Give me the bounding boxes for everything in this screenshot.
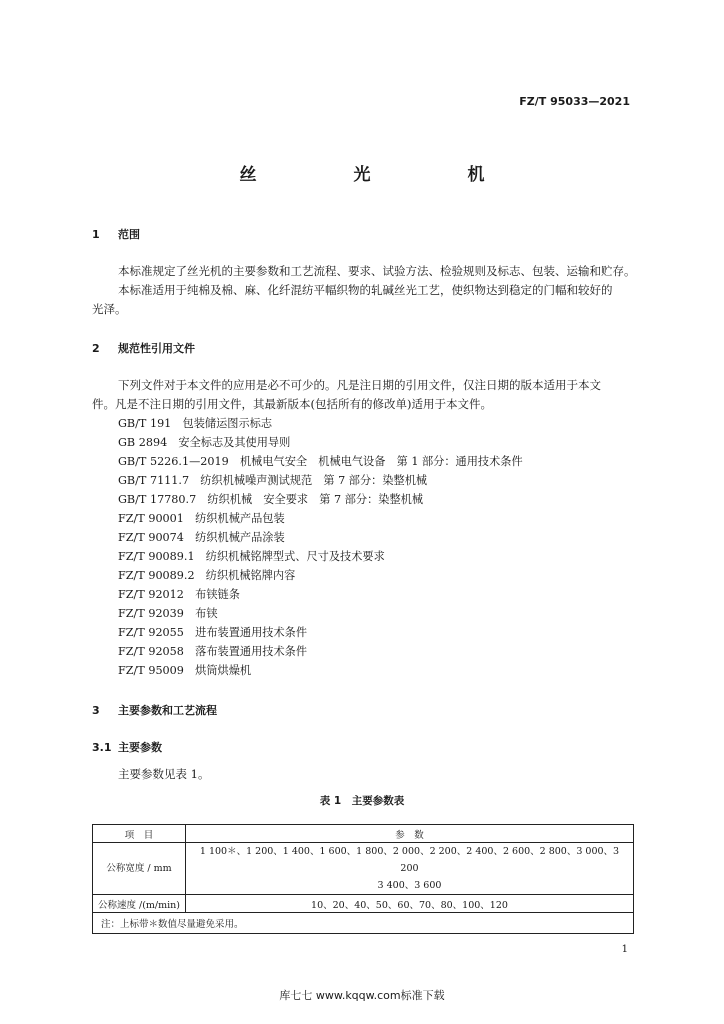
section-title: 规范性引用文件 bbox=[118, 342, 195, 355]
document-title: 丝 光 机 bbox=[239, 165, 525, 185]
row-value-line: 3 400、3 600 bbox=[377, 880, 442, 891]
reference-item bbox=[118, 586, 240, 602]
reference-title: 包装储运图示标志 bbox=[182, 417, 273, 430]
table-row bbox=[93, 843, 634, 895]
reference-item bbox=[118, 624, 307, 640]
subsection-3-1-heading bbox=[92, 739, 162, 755]
section-2-heading bbox=[92, 340, 195, 356]
reference-item bbox=[118, 510, 285, 526]
table-reference-text: 主要参数见表 1。 bbox=[118, 767, 210, 781]
reference-code: FZ/T 90001 bbox=[118, 512, 184, 525]
table-note-row bbox=[93, 913, 634, 934]
reference-title: 纺织机械噪声测试规范 第 7 部分：染整机械 bbox=[200, 474, 428, 487]
section-title: 范围 bbox=[118, 228, 140, 241]
row-label: 公称速度 /(m/min) bbox=[93, 895, 186, 913]
reference-title: 进布装置通用技术条件 bbox=[195, 626, 308, 639]
reference-item bbox=[118, 415, 272, 431]
reference-code: GB/T 17780.7 bbox=[118, 493, 197, 506]
row-label: 公称宽度 / mm bbox=[93, 843, 186, 895]
reference-code: FZ/T 92012 bbox=[118, 588, 184, 601]
reference-item bbox=[118, 662, 251, 678]
reference-title: 布铗 bbox=[195, 607, 218, 620]
reference-item bbox=[118, 548, 385, 564]
reference-title: 纺织机械产品涂装 bbox=[195, 531, 285, 544]
reference-item bbox=[118, 567, 295, 583]
reference-title: 纺织机械铭牌型式、尺寸及技术要求 bbox=[205, 550, 385, 563]
references-intro-line-2: 件。凡是不注日期的引用文件，其最新版本(包括所有的修改单)适用于本文件。 bbox=[92, 397, 492, 411]
row-value bbox=[186, 843, 634, 895]
reference-title: 安全标志及其使用导则 bbox=[178, 436, 291, 449]
section-1-heading bbox=[92, 226, 140, 242]
reference-title: 烘筒烘燥机 bbox=[195, 664, 252, 677]
reference-item bbox=[118, 453, 523, 469]
reference-code: GB/T 5226.1—2019 bbox=[118, 455, 229, 468]
table-row bbox=[93, 895, 634, 913]
scope-paragraph-1: 本标准规定了丝光机的主要参数和工艺流程、要求、试验方法、检验规则及标志、包装、运输和贮存。 bbox=[118, 264, 636, 278]
reference-code: FZ/T 90074 bbox=[118, 531, 184, 544]
section-number: 2 bbox=[92, 342, 100, 355]
row-value-line: 1 100＊、1 200、1 400、1 600、1 800、2 000、2 200、2 400、2 600、2 800、3 000、3 200 bbox=[199, 846, 620, 874]
reference-item bbox=[118, 605, 218, 621]
reference-title: 落布装置通用技术条件 bbox=[195, 645, 308, 658]
table-header-row bbox=[93, 825, 634, 843]
reference-code: GB 2894 bbox=[118, 436, 168, 449]
reference-code: FZ/T 95009 bbox=[118, 664, 184, 677]
reference-code: FZ/T 90089.2 bbox=[118, 569, 195, 582]
reference-item bbox=[118, 491, 423, 507]
download-watermark: 库七七 www.kqqw.com标准下载 bbox=[279, 989, 445, 1002]
row-value: 10、20、40、50、60、70、80、100、120 bbox=[186, 895, 634, 913]
references-intro-line-1: 下列文件对于本文件的应用是必不可少的。凡是注日期的引用文件，仅注日期的版本适用于本文 bbox=[118, 378, 601, 392]
page-number: 1 bbox=[621, 944, 628, 955]
reference-code: FZ/T 92039 bbox=[118, 607, 184, 620]
subsection-title: 主要参数 bbox=[118, 741, 162, 754]
reference-code: FZ/T 92055 bbox=[118, 626, 184, 639]
section-number: 1 bbox=[92, 228, 100, 241]
table-note: 注：上标带＊数值尽量避免采用。 bbox=[93, 913, 634, 934]
subsection-number: 3.1 bbox=[92, 741, 112, 754]
section-title: 主要参数和工艺流程 bbox=[118, 704, 217, 717]
table-caption: 表 1 主要参数表 bbox=[319, 795, 405, 807]
reference-title: 机械电气安全 机械电气设备 第 1 部分：通用技术条件 bbox=[239, 455, 523, 468]
section-3-heading bbox=[92, 702, 217, 718]
reference-item bbox=[118, 472, 427, 488]
standard-number: FZ/T 95033—2021 bbox=[519, 95, 630, 108]
scope-paragraph-2-line-2: 光泽。 bbox=[92, 302, 127, 316]
reference-code: FZ/T 90089.1 bbox=[118, 550, 195, 563]
reference-item bbox=[118, 529, 285, 545]
parameters-table bbox=[92, 824, 634, 934]
column-header-parameter: 参 数 bbox=[186, 825, 634, 843]
reference-title: 纺织机械 安全要求 第 7 部分：染整机械 bbox=[207, 493, 424, 506]
reference-title: 纺织机械产品包装 bbox=[195, 512, 285, 525]
reference-title: 纺织机械铭牌内容 bbox=[205, 569, 296, 582]
reference-item bbox=[118, 434, 290, 450]
reference-title: 布铗链条 bbox=[195, 588, 240, 601]
reference-code: GB/T 191 bbox=[118, 417, 172, 430]
reference-item bbox=[118, 643, 307, 659]
reference-code: FZ/T 92058 bbox=[118, 645, 184, 658]
scope-paragraph-2-line-1: 本标准适用于纯棉及棉、麻、化纤混纺平幅织物的轧碱丝光工艺，使织物达到稳定的门幅和较好的 bbox=[118, 283, 613, 297]
reference-code: GB/T 7111.7 bbox=[118, 474, 190, 487]
column-header-item: 项 目 bbox=[93, 825, 186, 843]
section-number: 3 bbox=[92, 704, 100, 717]
